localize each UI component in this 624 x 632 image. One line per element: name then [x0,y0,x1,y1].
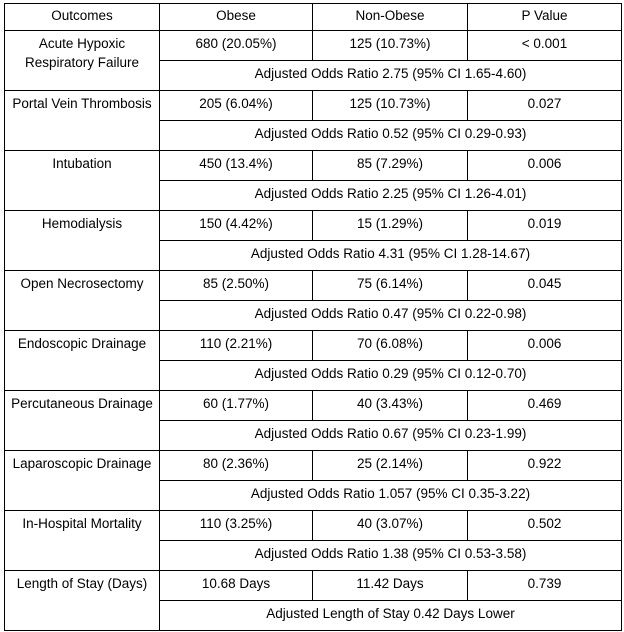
outcome-cell: Length of Stay (Days) [5,571,160,631]
table-row [5,391,622,421]
p-value-cell: 0.469 [468,391,622,421]
table-row [5,331,622,361]
obese-cell: 205 (6.04%) [160,91,313,121]
adjusted-ratio-cell: Adjusted Odds Ratio 0.52 (95% CI 0.29-0.93) [160,121,622,151]
p-value-cell: 0.502 [468,511,622,541]
p-value-cell: 0.739 [468,571,622,601]
non-obese-cell: 11.42 Days [313,571,468,601]
outcome-cell: In-Hospital Mortality [5,511,160,571]
obese-cell: 680 (20.05%) [160,31,313,61]
outcome-cell: Intubation [5,151,160,211]
outcome-cell: Open Necrosectomy [5,271,160,331]
adjusted-ratio-cell: Adjusted Odds Ratio 2.75 (95% CI 1.65-4.60) [160,61,622,91]
outcome-cell: Acute Hypoxic Respiratory Failure [5,31,160,91]
header-obese: Obese [160,4,313,31]
outcome-cell: Laparoscopic Drainage [5,451,160,511]
obese-cell: 10.68 Days [160,571,313,601]
p-value-cell: 0.922 [468,451,622,481]
table-row [5,271,622,301]
obese-cell: 60 (1.77%) [160,391,313,421]
outcome-cell: Hemodialysis [5,211,160,271]
p-value-cell: 0.006 [468,151,622,181]
p-value-cell: 0.027 [468,91,622,121]
obese-cell: 110 (3.25%) [160,511,313,541]
adjusted-ratio-cell: Adjusted Odds Ratio 0.29 (95% CI 0.12-0.70) [160,361,622,391]
table-row [5,571,622,601]
outcomes-table [4,3,622,631]
p-value-cell: < 0.001 [468,31,622,61]
adjusted-ratio-cell: Adjusted Odds Ratio 0.67 (95% CI 0.23-1.99) [160,421,622,451]
non-obese-cell: 75 (6.14%) [313,271,468,301]
non-obese-cell: 40 (3.43%) [313,391,468,421]
outcome-cell: Endoscopic Drainage [5,331,160,391]
non-obese-cell: 15 (1.29%) [313,211,468,241]
table-row [5,511,622,541]
obese-cell: 80 (2.36%) [160,451,313,481]
non-obese-cell: 85 (7.29%) [313,151,468,181]
header-p-value: P Value [468,4,622,31]
table-row [5,211,622,241]
header-row [5,4,622,31]
header-outcomes: Outcomes [5,4,160,31]
adjusted-ratio-cell: Adjusted Odds Ratio 1.38 (95% CI 0.53-3.58) [160,541,622,571]
non-obese-cell: 70 (6.08%) [313,331,468,361]
adjusted-ratio-cell: Adjusted Length of Stay 0.42 Days Lower [160,601,622,631]
p-value-cell: 0.045 [468,271,622,301]
non-obese-cell: 40 (3.07%) [313,511,468,541]
obese-cell: 110 (2.21%) [160,331,313,361]
p-value-cell: 0.006 [468,331,622,361]
table-row [5,151,622,181]
table-row [5,31,622,61]
adjusted-ratio-cell: Adjusted Odds Ratio 0.47 (95% CI 0.22-0.98) [160,301,622,331]
non-obese-cell: 25 (2.14%) [313,451,468,481]
table-row [5,91,622,121]
obese-cell: 150 (4.42%) [160,211,313,241]
non-obese-cell: 125 (10.73%) [313,91,468,121]
table-row [5,451,622,481]
adjusted-ratio-cell: Adjusted Odds Ratio 1.057 (95% CI 0.35-3.22) [160,481,622,511]
non-obese-cell: 125 (10.73%) [313,31,468,61]
obese-cell: 450 (13.4%) [160,151,313,181]
adjusted-ratio-cell: Adjusted Odds Ratio 4.31 (95% CI 1.28-14.67) [160,241,622,271]
header-non-obese: Non-Obese [313,4,468,31]
outcome-cell: Percutaneous Drainage [5,391,160,451]
p-value-cell: 0.019 [468,211,622,241]
obese-cell: 85 (2.50%) [160,271,313,301]
adjusted-ratio-cell: Adjusted Odds Ratio 2.25 (95% CI 1.26-4.01) [160,181,622,211]
outcome-cell: Portal Vein Thrombosis [5,91,160,151]
